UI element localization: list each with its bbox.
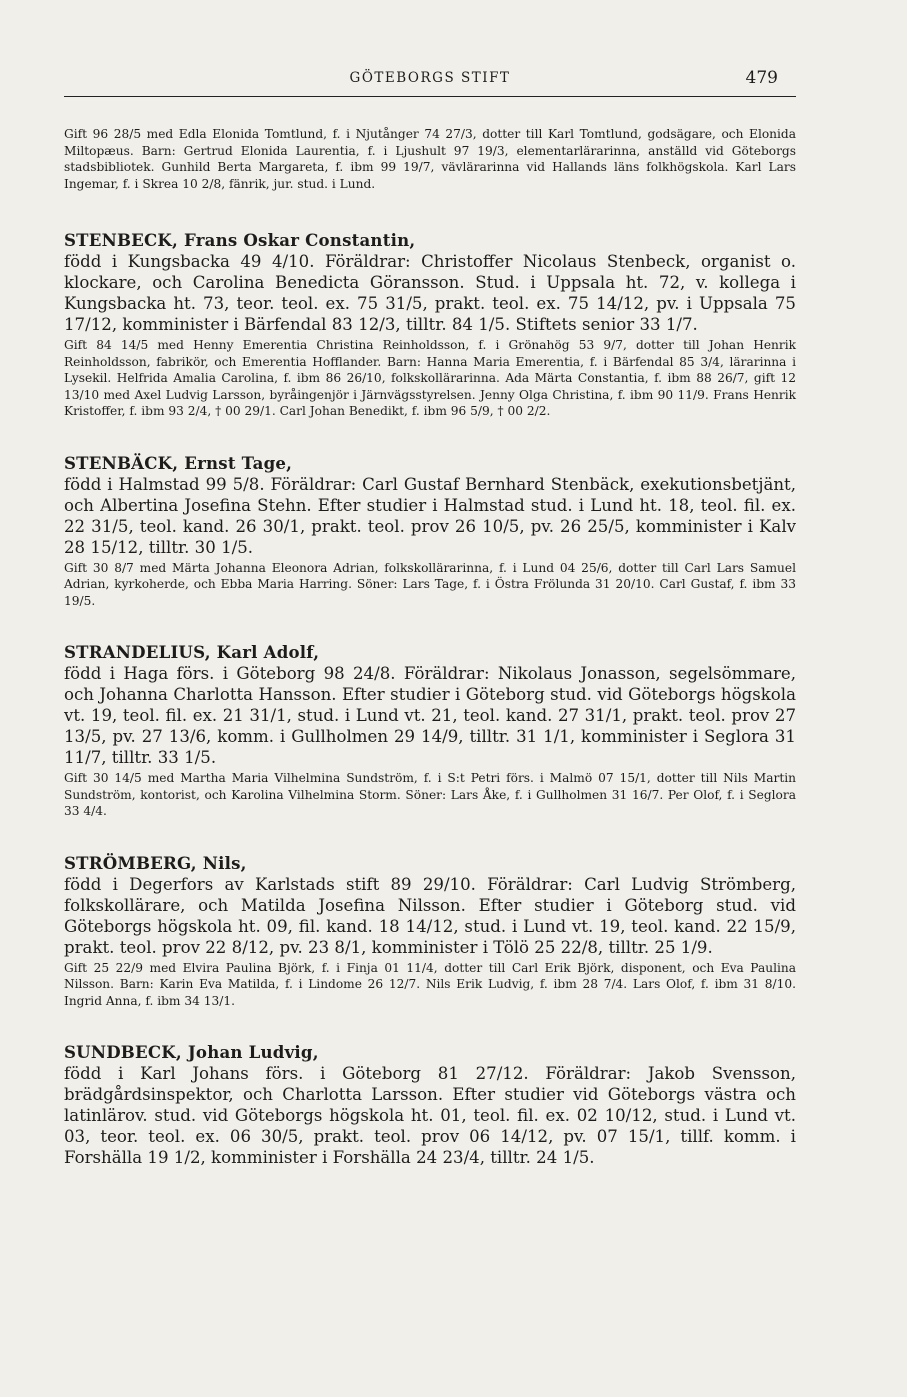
entry-sundbeck	[64, 1042, 796, 1168]
running-head: GÖTEBORGS STIFT	[349, 70, 511, 86]
continued-entry-text: Gift 96 28/5 med Edla Elonida Tomtlund, f. i Njutånger 74 27/3, dotter till Karl Tomtlund, godsägare, och Elonida Miltopæus. Barn: Gertrud Elonida Laurentia, f. i Ljushult 97 19/3, elementarlärarinna, anställd vid Göteborgs stadsbibliotek. Gunhild Berta Margareta, f. ibm 99 19/7, vävlärarinna vid Hallands läns folkhögskola. Karl Lars Ingemar, f. i Skrea 10 2/8, fänrik, jur. stud. i Lund.	[64, 127, 796, 191]
entry-family: Gift 30 14/5 med Martha Maria Vilhelmina Sundström, f. i S:t Petri förs. i Malmö 07 15/1, dotter till Nils Martin Sundström, kontorist, och Karolina Vilhelmina Storm. Söner: Lars Åke, f. i Gullholmen 31 16/7. Per Olof, f. i Seglora 33 4/4.	[64, 771, 796, 818]
page-body	[64, 126, 796, 1168]
entry-name: STRÖMBERG, Nils,	[64, 852, 247, 873]
entry-stenback	[64, 453, 796, 610]
entry-family: Gift 84 14/5 med Henny Emerentia Christina Reinholdsson, f. i Grönahög 53 9/7, dotter till Johan Henrik Reinholdsson, fabrikör, och Emerentia Hofflander. Barn: Hanna Maria Emerentia, f. i Bärfendal 85 3/4, lärarinna i Lysekil. Helfrida Amalia Carolina, f. ibm 86 26/10, folkskollärarinna. Ada Märta Constantia, f. ibm 88 26/7, gift 12 13/10 med Axel Ludvig Larsson, byråingenjör i Järnvägsstyrelsen. Jenny Olga Christina, f. ibm 90 11/9. Frans Henrik Kristoffer, f. ibm 93 2/4, † 00 29/1. Carl Johan Benedikt, f. ibm 96 5/9, † 00 2/2.	[64, 338, 796, 418]
entry-biography	[64, 230, 796, 335]
entry-biography	[64, 1042, 796, 1168]
entry-bio-text: född i Degerfors av Karlstads stift 89 29/10. Föräldrar: Carl Ludvig Strömberg, folkskollärare, och Matilda Josefina Nilsson. Efter studier i Göteborg stud. vid Göteborgs högskola ht. 09, fil. kand. 18 14/12, stud. i Lund vt. 19, teol. kand. 22 15/9, prakt. teol. prov 22 8/12, pv. 23 8/1, komminister i Tölö 25 22/8, tilltr. 25 1/9.	[64, 874, 796, 957]
entry-biography	[64, 642, 796, 768]
entry-stromberg	[64, 853, 796, 1010]
entry-name: STENBECK, Frans Oskar Constantin,	[64, 230, 416, 250]
entry-bio-text: född i Halmstad 99 5/8. Föräldrar: Carl Gustaf Bernhard Stenbäck, exekutionsbetjänt, och Albertina Josefina Stehn. Efter studier i Halmstad stud. i Lund ht. 18, teol. fil. ex. 22 31/5, teol. kand. 26 30/1, prakt. teol. prov 26 10/5, pv. 26 25/5, komminister i Kalv 28 15/12, tilltr. 30 1/5.	[64, 474, 796, 557]
entry-stenbeck	[64, 230, 796, 420]
entry-name: SUNDBECK, Johan Ludvig,	[64, 1042, 319, 1062]
entry-name: STRANDELIUS, Karl Adolf,	[64, 642, 320, 662]
entry-strandelius	[64, 642, 796, 820]
page-number: 479	[745, 68, 778, 88]
entry-name: STENBÄCK, Ernst Tage,	[64, 452, 293, 473]
entry-family: Gift 25 22/9 med Elvira Paulina Björk, f. i Finja 01 11/4, dotter till Carl Erik Björk, disponent, och Eva Paulina Nilsson. Barn: Karin Eva Matilda, f. i Lindome 26 12/7. Nils Erik Ludvig, f. ibm 28 7/4. Lars Olof, f. ibm 31 8/10. Ingrid Anna, f. ibm 34 13/1.	[64, 960, 796, 1008]
entry-biography	[64, 853, 796, 958]
entry-family: Gift 30 8/7 med Märta Johanna Eleonora Adrian, folkskollärarinna, f. i Lund 04 25/6, dotter till Carl Lars Samuel Adrian, kyrkoherde, och Ebba Maria Harring. Söner: Lars Tage, f. i Östra Frölunda 31 20/10. Carl Gustaf, f. ibm 33 19/5.	[64, 560, 796, 608]
entry-bio-text: född i Karl Johans förs. i Göteborg 81 27/12. Föräldrar: Jakob Svensson, brädgårdsinspektor, och Charlotta Larsson. Efter studier vid Göteborgs västra och latinlärov. stud. vid Göteborgs högskola ht. 01, teol. fil. ex. 02 10/12, stud. i Lund vt. 03, teor. teol. ex. 06 30/5, prakt. teol. prov 06 14/12, pv. 07 15/1, tillf. komm. i Forshälla 19 1/2, komminister i Forshälla 24 23/4, tilltr. 24 1/5.	[64, 1064, 796, 1167]
entry-bio-text: född i Kungsbacka 49 4/10. Föräldrar: Christoffer Nicolaus Stenbeck, organist o. klockare, och Carolina Benedicta Göransson. Stud. i Uppsala ht. 72, v. kollega i Kungsbacka ht. 73, teor. teol. ex. 75 31/5, prakt. teol. ex. 75 14/12, pv. i Uppsala 75 17/12, komminister i Bärfendal 83 12/3, tilltr. 84 1/5. Stiftets senior 33 1/7.	[64, 252, 796, 334]
entry-bio-text: född i Haga förs. i Göteborg 98 24/8. Föräldrar: Nikolaus Jonasson, segelsömmare, och Johanna Charlotta Hansson. Efter studier i Göteborg stud. vid Göteborgs högskola vt. 19, teol. fil. ex. 21 31/1, stud. i Lund vt. 21, teol. kand. 27 31/1, prakt. teol. prov 27 13/5, pv. 27 13/6, komm. i Gullholmen 29 14/9, tilltr. 31 1/1, komminister i Seglora 31 11/7, tilltr. 33 1/5.	[64, 664, 796, 767]
page-header	[64, 62, 796, 97]
entry-biography	[64, 453, 796, 558]
